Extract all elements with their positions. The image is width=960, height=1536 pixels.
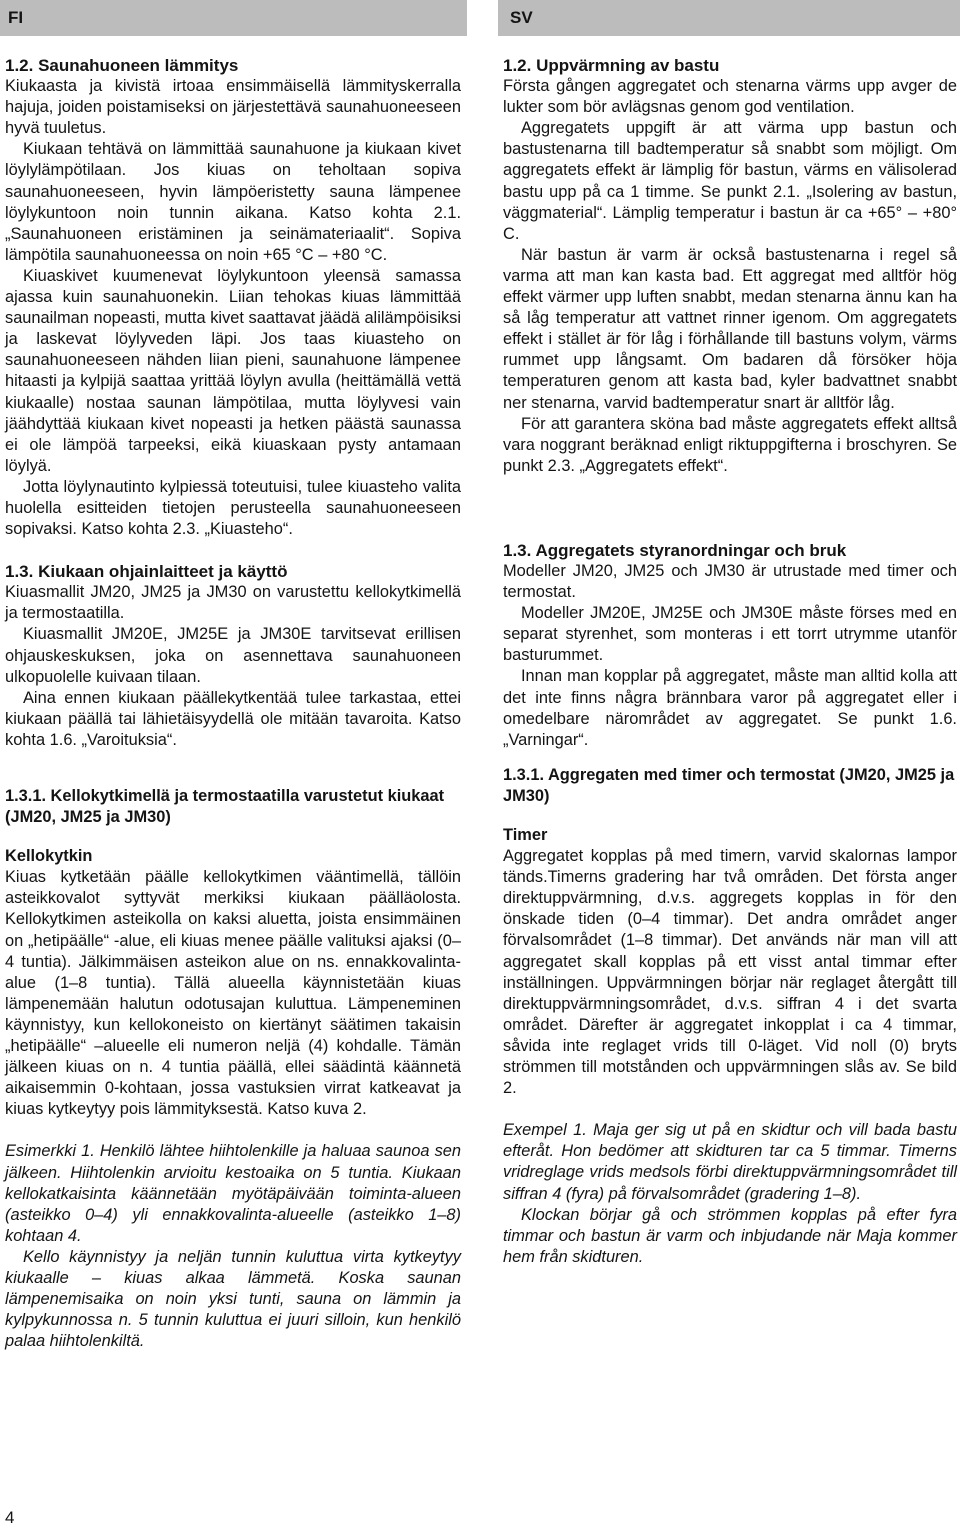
paragraph: Modeller JM20, JM25 och JM30 är utrustade med timer och termostat. [503, 561, 957, 602]
paragraph: Aina ennen kiukaan päällekytkentää tulee tarkastaa, ettei kiukaan päällä tai lähietäisyydellä ole mitään tavaroita. Katso kohta 1.6. „Varoituksia“. [5, 688, 461, 749]
paragraph: Kiukaan tehtävä on lämmittää saunahuone ja kiukaan kivet löylylämpötilaan. Jos kiuas on teholtaan sopiva saunahuoneeseen, hyvin lämpöeristetty sauna lämpenee löylykuntoon noin tunnin aikana. Katso kohta 2.1. „Saunahuoneen eristäminen ja seinämateriaalit“. Sopiva lämpötila saunahuoneessa on noin +65 °C – +80 °C. [5, 140, 461, 264]
language-tabs [0, 0, 960, 38]
section-1-2-fi [5, 55, 461, 540]
paragraph: Kiuasmallit JM20E, JM25E ja JM30E tarvitsevat erillisen ohjauskeskuksen, joka on asennettava saunahuoneen ulkopuolelle kuivaan tilaan. [5, 625, 461, 686]
section-1-3-1-sv [503, 765, 957, 1268]
section-title: 1.2. Uppvärmning av bastu [503, 56, 720, 75]
subsection-title: 1.3.1. Aggregaten med timer och termostat (JM20, JM25 ja JM30) [503, 765, 955, 805]
paragraph: Kiukaasta ja kivistä irtoaa ensimmäisellä lämmityskerralla hajuja, joiden poistamiseksi on järjestettävä saunahuoneeseen hyvä tuuletus. [5, 77, 461, 138]
section-title: 1.3. Aggregatets styranordningar och bruk [503, 540, 847, 560]
section-title: 1.3. Kiukaan ohjainlaitteet ja käyttö [5, 562, 288, 582]
paragraph: Kiuas kytketään päälle kellokytkimen vääntimellä, tällöin asteikkovalot syttyvät merkiksi kiukaan päälläolosta. Kellokytkimen asteikolla on kaksi aluetta, joista ensimmäinen on „hetipäälle“ -alue, eli kiuas menee päälle valituksi ajaksi (0–4 tuntia). Jälkimmäisen asteikon alue on ns. ennakkovalinta-alue (1–8 tuntia). Tällä alueella käynnistetään kiuas lämpenemään halutun odotusajan kuluttua. Lämpeneminen käynnistyy, kun kellokoneisto on kiertänyt säätimen takaisin „hetipäälle“ –alueelle eli numeron neljä (4) kohdalle. Tämän jälkeen kiuas on n. 4 tuntia päällä, ellei säädintä käännetä aikaisemmin 0-kohtaan, jossa vastuksien virrat katkeavat ja kiuas kytkeytyy pois lämmityksestä. Katso kuva 2. [5, 868, 461, 1119]
paragraph: Innan man kopplar på aggregatet, måste man alltid kolla att det inte finns några brännbara varor på aggregatet eller i omedelbare närområdet av aggregatet. Se punkt 1.6. „Varningar“. [503, 667, 957, 749]
example-paragraph: Kello käynnistyy ja neljän tunnin kuluttua virta kytkeytyy kiukaalle – kiuas alkaa lämmetä. Koska saunan lämpenemisaika on noin yksi tunti, sauna on lämmin ja kylpykunnossa n. 5 tunnin kuluttua ei juuri silloin, kun henkilö palaa hiihtolenkiltä. [5, 1247, 461, 1351]
column-finnish [5, 55, 461, 1352]
timer-label: Kellokytkin [5, 847, 93, 866]
paragraph: Kiuasmallit JM20, JM25 ja JM30 on varustettu kellokytkimellä ja termostaatilla. [5, 583, 461, 623]
tab-sv: SV [498, 0, 960, 36]
section-title: 1.2. Saunahuoneen lämmitys [5, 56, 239, 75]
example-paragraph: Esimerkki 1. Henkilö lähtee hiihtolenkille ja haluaa saunoa sen jälkeen. Hiihtolenkin arvioitu kestoaika on 5 tuntia. Kiukaan kellokatkaisinta käännetään myötäpäivään toiminta-alueen (asteikko 0–4) yli ennakkovalinta-alueelle (asteikko 1–8) kohtaan 4. [5, 1142, 461, 1245]
section-1-3-fi [5, 561, 461, 751]
section-1-2-sv [503, 55, 957, 477]
paragraph: Jotta löylynautinto kylpiessä toteutuisi, tulee kiuasteho valita huolella esitteiden tietojen perusteella saunahuoneeseen sopivaksi. Katso kohta 2.3. „Kiuasteho“. [5, 477, 461, 539]
paragraph: När bastun är varm är också bastustenarna i regel så varma att man kan kasta bad. Ett aggregat med alltför hög effekt värmer upp luften snabbt, medan stenarna ännu kan ha så låg temperatur att vattnet rinner igenom. Om aggregatets effekt i stället är för låg i förhållande till bastuns volym, värms rummet upp långsamt. Om badaren då försöker höja temperaturen genom att kasta bad, kyler badvattnet snabbt ner stenarna, varvid badtemperatur snart är alltför låg. [503, 245, 957, 412]
example-paragraph: Klockan börjar gå och strömmen kopplas på efter fyra timmar och bastun är varm och inbjudande när Maja kommer hem från skidturen. [503, 1205, 957, 1266]
example-paragraph: Exempel 1. Maja ger sig ut på en skidtur och vill bada bastu efteråt. Hon bedömer att skidturen tar ca 5 timmar. Timerns vridreglage vrids medsols förbi direktuppvärmningsområdet till siffran 4 (fyra) på förvalsområdet (gradering 1–8). [503, 1121, 957, 1203]
section-1-3-sv [503, 540, 957, 751]
tab-fi: FI [0, 0, 467, 36]
paragraph: Kiuaskivet kuumenevat löylykuntoon yleensä samassa ajassa kuin saunahuonekin. Liian tehokas kiuas lämmittää saunailman nopeasti, mutta kivet saattavat jäädä alilämpöisiksi ja laskevat löylyveden läpi. Jos taas kiuasteho on saunahuoneeseen nähden liian pieni, saunahuone lämpenee hitaasti ja kylpijä saattaa yrittää löylyn avulla (heittämällä vettä kiukaalle) nostaa saunan lämpötilaa, mutta löylyvesi vain jäähdyttää kiukaan kivet nopeasti ja hetken päästä saunassa ei ole lämpöä tarpeeksi, eikä kiuaskaan pysty antamaan löylyä. [5, 266, 461, 475]
paragraph: Aggregatet kopplas på med timern, varvid skalornas lampor tänds.Timerns gradering har två områden. Det första anger direktuppvärmning, d.v.s. aggregets kopplas in för den önskade tiden (0–4 timmar). Det andra området anger förvalsområdet (1–8 timmar). Det används när man vill att aggregatet skall kopplas på ett visst antal timmar efter inställningen. Uppvärmningen börjar när reglaget återgått till direktuppvärmningsområdet, d.v.s. siffran 4 i det svarta området. Därefter är aggregatet inkopplat i ca 4 timmar, såvida inte reglaget vrids till 0-läget. Vid noll (0) bryts strömmen till motstånden och uppvärmningen slås av. Se bild 2. [503, 847, 957, 1098]
page-number: 4 [5, 1508, 15, 1527]
paragraph: Modeller JM20E, JM25E och JM30E måste förses med en separat styrenhet, som monteras i ett torrt utrymme utanför basturummet. [503, 604, 957, 665]
timer-label: Timer [503, 826, 548, 844]
column-swedish [503, 55, 957, 1268]
subsection-title: 1.3.1. Kellokytkimellä ja termostaatilla varustetut kiukaat (JM20, JM25 ja JM30) [5, 787, 445, 827]
paragraph: Aggregatets uppgift är att värma upp bastun och bastustenarna till badtemperatur så snabbt som möjligt. Om aggregatets effekt är lämplig för bastun, värms en välisolerad bastu upp på ca 1 timme. Se punkt 2.1. „Isolering av bastun, väggmaterial“. Lämplig temperatur i bastun är ca +65° – +80° C. [503, 119, 957, 243]
paragraph: För att garantera sköna bad måste aggregatets effekt alltså vara noggrant beräknad enligt riktuppgifterna i broschyren. Se punkt 2.3. „Aggregatets effekt“. [503, 414, 957, 475]
paragraph: Första gången aggregatet och stenarna värms upp avger de lukter som bör avlägsnas genom god ventilation. [503, 77, 957, 117]
section-1-3-1-fi [5, 786, 461, 1352]
